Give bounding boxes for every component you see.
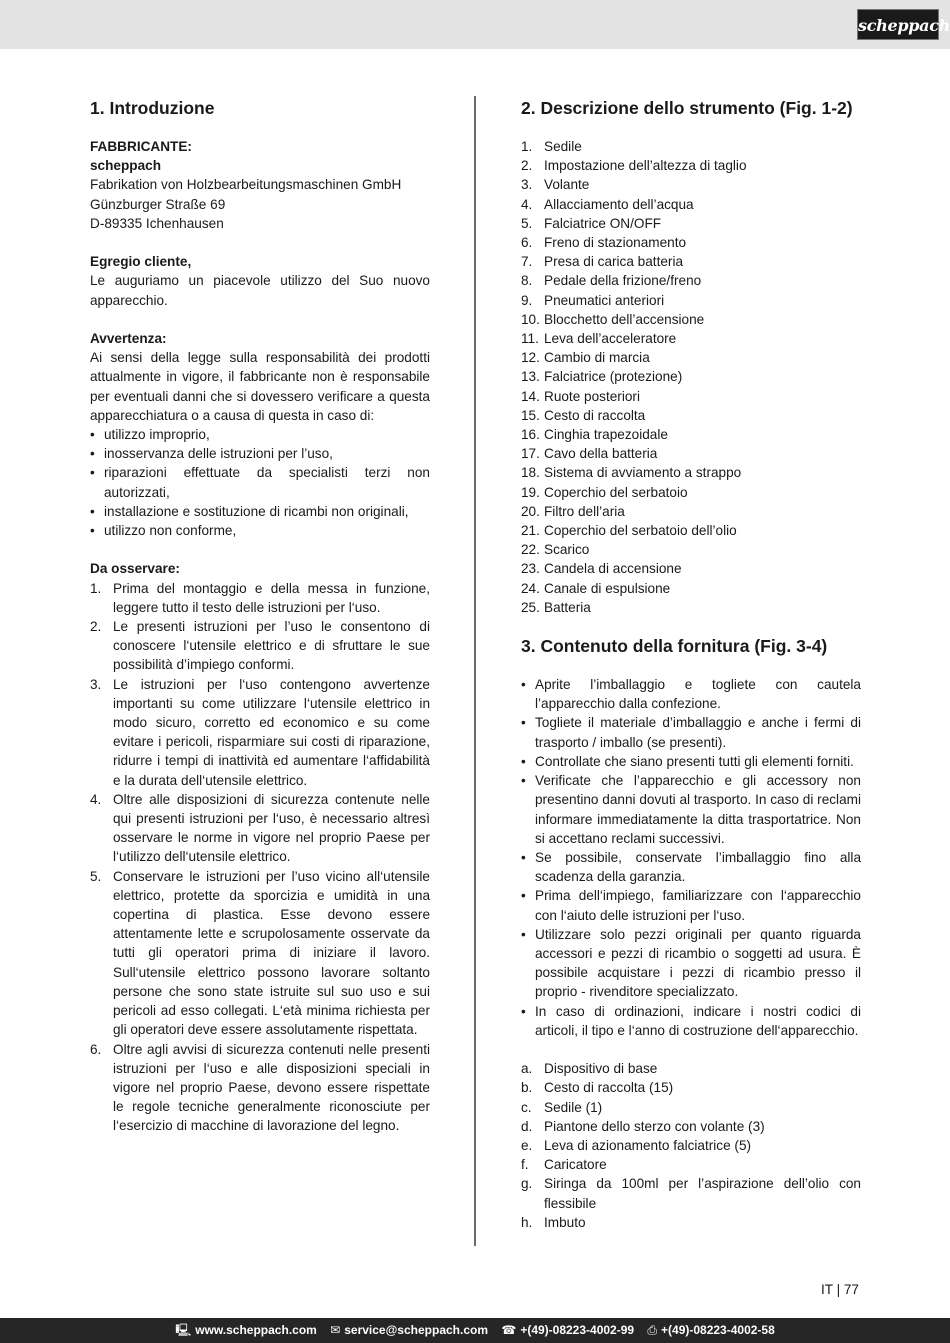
list-item: 10. Blocchetto dell’accensione xyxy=(521,311,705,327)
list-item: 15. Cesto di raccolta xyxy=(521,407,646,423)
list-item: • Togliete il materiale d’imballaggio e anche i fermi di trasporto / imballo (se presenti). xyxy=(521,715,861,750)
list-item: • Utilizzare solo pezzi originali per quanto riguarda accessori e pezzi di ricambio o soggetti ad usura. È possibile acquistare i pezzi di ricambio presso il proprio - rivenditore specializzato. xyxy=(521,926,861,1000)
list-item: e. Leva di azionamento falciatrice (5) xyxy=(521,1137,752,1153)
footer-email[interactable]: ✉ service@scheppach.com xyxy=(330,1318,488,1343)
list-item: 22. Scarico xyxy=(521,542,590,558)
footer-fax: ⎙ +(49)-08223-4002-58 xyxy=(647,1318,774,1343)
list-item: • utilizzo improprio, xyxy=(90,427,210,443)
manufacturer-line: Günzburger Straße 69 xyxy=(90,196,226,212)
list-item: • Prima dell‘impiego, familiarizzare con l‘apparecchio con l‘aiuto delle istruzioni per l‘uso. xyxy=(521,888,861,923)
list-item: 1. Sedile xyxy=(521,139,582,154)
list-item: 8. Pedale della frizione/freno xyxy=(521,273,702,289)
footer-web[interactable]: 🖳 www.scheppach.com xyxy=(175,1318,317,1343)
list-item: 25. Batteria xyxy=(521,599,591,615)
list-item: 2. Impostazione dell’altezza di taglio xyxy=(521,158,747,174)
manufacturer-line: Fabrikation von Holzbearbeitungsmaschinen GmbH xyxy=(90,177,402,193)
header-band xyxy=(0,0,950,49)
list-item: a. Dispositivo di base xyxy=(521,1061,658,1077)
phone-icon: ☎ xyxy=(501,1323,517,1337)
left-column xyxy=(90,96,430,1136)
list-item: h. Imbuto xyxy=(521,1214,586,1230)
section-title-description: 2. Descrizione dello strumento (Fig. 1-2) xyxy=(521,98,853,118)
manufacturer-name: scheppach xyxy=(90,158,162,174)
scheppach-logo: scheppach xyxy=(857,9,939,40)
list-item: 6. Oltre agli avvisi di sicurezza contenuti nelle presenti istruzioni per l‘uso e alle disposizioni speciali in vigore nel proprio Paese, devono essere rispettate le regole tecniche generalmente riconosciute per l‘esercizio di macchine di lavorazione del legno. xyxy=(90,1041,430,1134)
list-item: 18. Sistema di avviamento a strappo xyxy=(521,465,742,481)
warning-text: Ai sensi della legge sulla responsabilità dei prodotti attualmente in vigore, il fabbricante non è responsabile per eventuali danni che si dovessero verificare a questa apparecchiatura o a causa di questa in caso di: xyxy=(90,350,430,423)
greeting-title: Egregio cliente, xyxy=(90,254,192,270)
list-item: 2. Le presenti istruzioni per l’uso le consentono di conoscere l‘utensile elettrico e di sfruttare le sue possibilità d’impiego conformi. xyxy=(90,619,430,673)
list-item: 12. Cambio di marcia xyxy=(521,350,650,366)
list-item: 5. Conservare le istruzioni per l’uso vicino all‘utensile elettrico, protette da sporcizia e umidità in una copertina di plastica. Esse devono essere attentamente lette e scrupolosamente osservate da tutti gli operatori prima di iniziare il lavoro. Sull‘utensile elettrico possono lavorare soltanto persone che sono state istruite sul suo uso e sui pericoli ad esso collegati. L‘età minima richiesta per gli operatori deve essere assolutamente rispettata. xyxy=(90,868,430,1038)
footer-bar xyxy=(0,1318,950,1343)
list-item: 14. Ruote posteriori xyxy=(521,388,640,404)
computer-icon: 🖳 xyxy=(175,1323,192,1337)
list-item: 23. Candela di accensione xyxy=(521,561,682,577)
list-item: 6. Freno di stazionamento xyxy=(521,235,687,251)
list-item: 4. Allacciamento dell’acqua xyxy=(521,196,694,212)
manufacturer-line: D-89335 Ichenhausen xyxy=(90,215,224,231)
list-item: 4. Oltre alle disposizioni di sicurezza contenute nelle qui presenti istruzioni per l‘uso, è necessario altresì osservare le norme in vigore nel proprio Paese per l‘utilizzo dell‘utensile elettrico. xyxy=(90,791,430,865)
list-item: 11. Leva dell’acceleratore xyxy=(521,331,677,347)
parts-list xyxy=(521,1059,861,1232)
list-item: 16. Cinghia trapezoidale xyxy=(521,427,668,443)
mail-icon: ✉ xyxy=(330,1323,341,1337)
warning-list xyxy=(90,425,430,540)
list-item: 19. Coperchio del serbatoio xyxy=(521,484,688,500)
list-item: 1. Prima del montaggio e della messa in funzione, leggere tutto il testo delle istruzioni per l‘uso. xyxy=(90,580,430,615)
list-item: f. Caricatore xyxy=(521,1157,607,1173)
list-item: • Verificate che l’apparecchio e gli accessory non presentino danni dovuti al trasporto. In caso di reclami informare immediatamente la ditta trasportatrice. Non si accettano reclami successivi. xyxy=(521,773,861,846)
fax-icon: ⎙ xyxy=(647,1323,658,1337)
page-number: IT | 77 xyxy=(820,1282,859,1297)
list-item: • utilizzo non conforme, xyxy=(90,523,237,539)
footer-phone: ☎ +(49)-08223-4002-99 xyxy=(501,1318,634,1343)
greeting-text: Le auguriamo un piacevole utilizzo del Suo nuovo apparecchio. xyxy=(90,273,430,308)
manufacturer-label: FABBRICANTE: xyxy=(90,139,192,154)
list-item: 3. Le istruzioni per l‘uso contengono avvertenze importanti su come utilizzare l‘utensile elettrico in modo sicuro, corretto ed economico e su come evitare i pericoli, risparmiare sui costi di riparazione, ridurre i tempi di inattività ed aumentare l‘affidabilità e la durata dell‘utensile elettrico. xyxy=(90,676,430,788)
list-item: 24. Canale di espulsione xyxy=(521,580,671,596)
list-item: 17. Cavo della batteria xyxy=(521,446,658,462)
column-divider xyxy=(474,96,476,1246)
observe-list xyxy=(90,579,430,1136)
list-item: g. Siringa da 100ml per l’aspirazione dell’olio con flessibile xyxy=(521,1176,861,1211)
list-item: 5. Falciatrice ON/OFF xyxy=(521,215,662,231)
list-item: 3. Volante xyxy=(521,177,590,193)
list-item: • In caso di ordinazioni, indicare i nostri codici di articoli, il tipo e l‘anno di costruzione dell‘apparecchio. xyxy=(521,1003,861,1038)
list-item: • riparazioni effettuate da specialisti terzi non autorizzati, xyxy=(90,465,430,500)
list-item: • Se possibile, conservate l’imballaggio fino alla scadenza della garanzia. xyxy=(521,849,861,885)
list-item: 20. Filtro dell’aria xyxy=(521,503,625,519)
right-column xyxy=(521,96,861,1232)
section-title-introduction: 1. Introduzione xyxy=(90,98,215,118)
list-item: 9. Pneumatici anteriori xyxy=(521,292,665,308)
list-item: 7. Presa di carica batteria xyxy=(521,254,684,270)
list-item: • inosservanza delle istruzioni per l’uso, xyxy=(90,446,333,462)
list-item: b. Cesto di raccolta (15) xyxy=(521,1080,674,1096)
list-item: 21. Coperchio del serbatoio dell’olio xyxy=(521,523,737,539)
warning-title: Avvertenza: xyxy=(90,331,167,346)
list-item: 13. Falciatrice (protezione) xyxy=(521,369,683,385)
description-list xyxy=(521,137,861,617)
observe-title: Da osservare: xyxy=(90,561,180,577)
list-item: c. Sedile (1) xyxy=(521,1099,603,1115)
contents-list xyxy=(521,675,861,1040)
list-item: • Aprite l’imballaggio e togliete con cautela l’apparecchio dalla confezione. xyxy=(521,677,861,712)
list-item: • Controllate che siano presenti tutti gli elementi forniti. xyxy=(521,753,854,769)
list-item: d. Piantone dello sterzo con volante (3) xyxy=(521,1118,765,1134)
list-item: • installazione e sostituzione di ricambi non originali, xyxy=(90,503,409,519)
section-title-contents: 3. Contenuto della fornitura (Fig. 3-4) xyxy=(521,636,828,657)
